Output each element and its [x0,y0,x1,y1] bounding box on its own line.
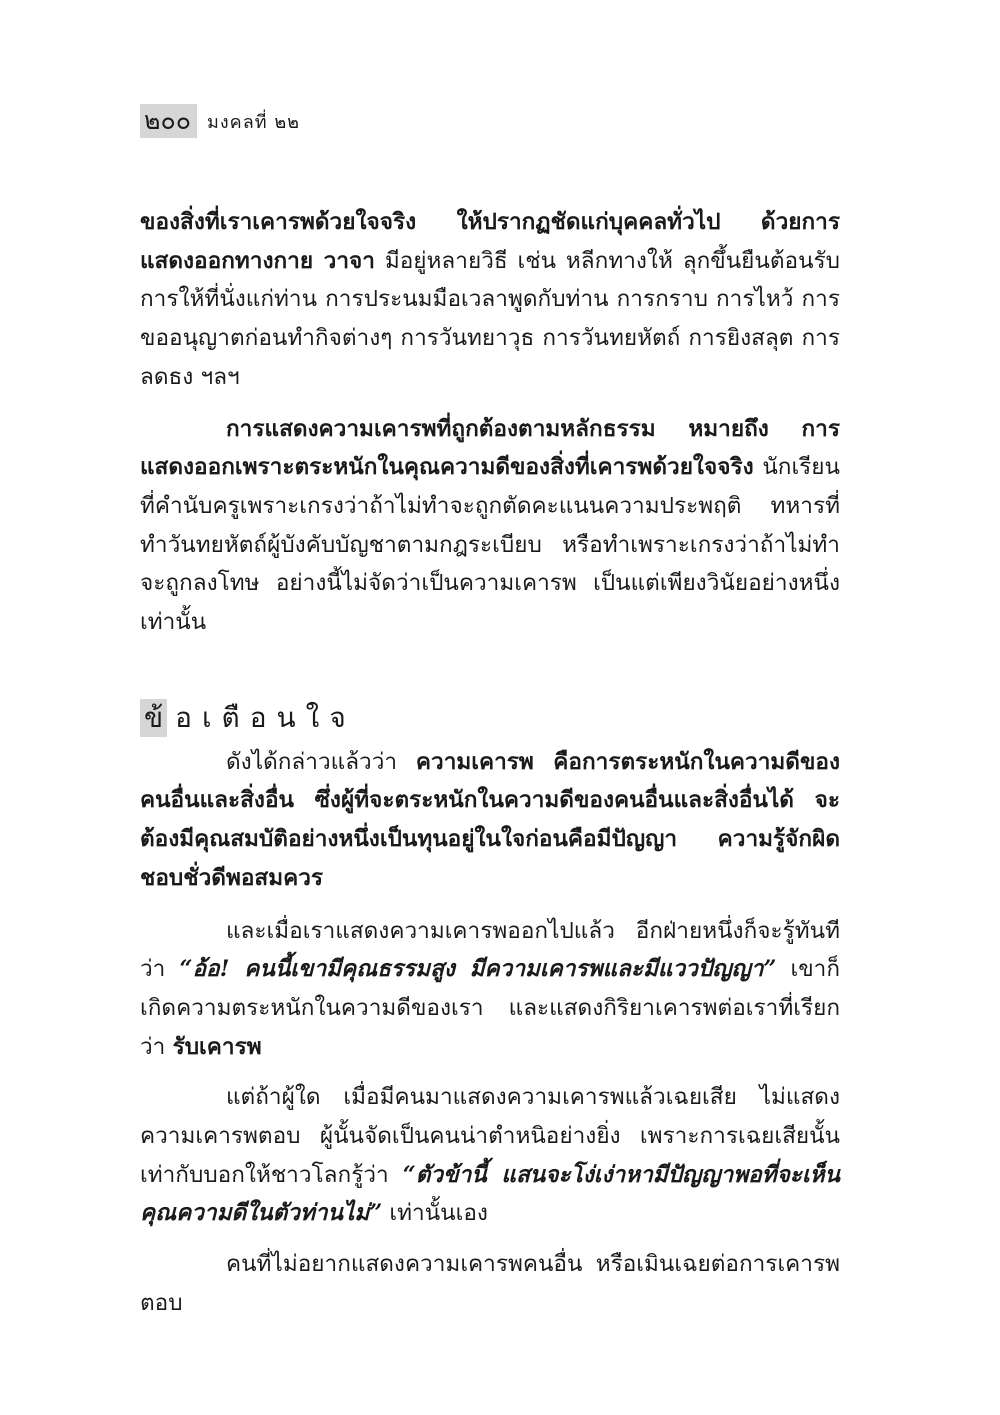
body-text-span: เขาก็เกิดความตระหนักในความดีของเรา และแสดงกิริยาเคารพต่อเราที่เรียกว่า [140,956,841,1060]
body-text-span: และเมื่อเราแสดงความเคารพออกไปแล้ว อีกฝ่ายหนึ่งก็จะรู้ทันทีว่า [140,917,840,983]
body-text-span: แต่ถ้าผู้ใด เมื่อมีคนมาแสดงความเคารพแล้วเฉยเสีย ไม่แสดงความเคารพตอบ ผู้นั้นจัดเป็นคนน่าตำหนิอย่างยิ่ง เพราะการเฉยเสียนั้นเท่ากับบอกให้ชาวโลกรู้ว่า [140,1084,840,1188]
body-text-span: มีอยู่หลายวิธี เช่น หลีกทางให้ ลุกขึ้นยืนต้อนรับ การให้ที่นั่งแก่ท่าน การประนมมือเวลาพูดกับท่าน การกราบ การไหว้ การขออนุญาตก่อนทำกิจต่างๆ การวันทยาวุธ การวันทยหัตถ์ การยิงสลุต การลดธง ฯลฯ [140,247,840,390]
italic-quote: “อ้อ! คนนี้เขามีคุณธรรมสูง มีความเคารพและมีแววปัญญา” [179,956,777,983]
bold-text: ของสิ่งที่เราเคารพด้วยใจจริง ให้ปรากฏชัดแก่บุคคลทั่วไป ด้วยการแสดงออกทางกาย วาจา [140,209,840,274]
section-heading-first-letter: ข้ [140,699,167,737]
bold-text: รับเคารพ [172,1033,262,1060]
paragraph-1 [140,203,840,397]
section-heading [140,697,840,739]
page-number: ๒๐๐ [140,104,197,138]
page-header [140,104,300,138]
bold-text: การแสดงความเคารพที่ถูกต้องตามหลักธรรม หมายถึง การแสดงออกเพราะตระหนักในคุณความดีของสิ่งที่เคารพด้วยใจจริง [140,415,840,481]
body-text-span: ดังได้กล่าวแล้วว่า [226,748,416,775]
body-text-span: คนที่ไม่อยากแสดงความเคารพคนอื่น หรือเมินเฉยต่อการเคารพตอบ [140,1251,840,1316]
paragraph-6 [140,1245,840,1322]
italic-quote: “ตัวข้านี้ แสนจะโง่เง่าหามีปัญญาพอที่จะเห็นคุณความดีในตัวท่านไม่” [140,1161,840,1227]
paragraph-2 [140,410,840,642]
paragraph-3 [140,743,840,898]
body-text-span: เท่านั้นเอง [382,1200,488,1227]
body-text [140,203,840,1323]
paragraph-4 [140,912,840,1067]
running-head: มงคลที่ ๒๒ [207,111,301,133]
bold-text: ความเคารพ คือการตระหนักในความดีของคนอื่นและสิ่งอื่น ซึ่งผู้ที่จะตระหนักในความดีของคนอื่นและสิ่งอื่นได้ จะต้องมีคุณสมบัติอย่างหนึ่งเป็นทุนอยู่ในใจก่อนคือมีปัญญา ความรู้จักผิดชอบชั่วดีพอสมควร [140,748,841,891]
body-text-span: นักเรียนที่คำนับครูเพราะเกรงว่าถ้าไม่ทำจะถูกตัดคะแนนความประพฤติ ทหารที่ทำวันทยหัตถ์ผู้บังคับบัญชาตามกฎระเบียบ หรือทำเพราะเกรงว่าถ้าไม่ทำจะถูกลงโทษ อย่างนี้ไม่จัดว่าเป็นความเคารพ เป็นแต่เพียงวินัยอย่างหนึ่งเท่านั้น [140,454,840,636]
paragraph-5 [140,1078,840,1233]
section-heading-text: อเตือนใจ [175,700,356,734]
